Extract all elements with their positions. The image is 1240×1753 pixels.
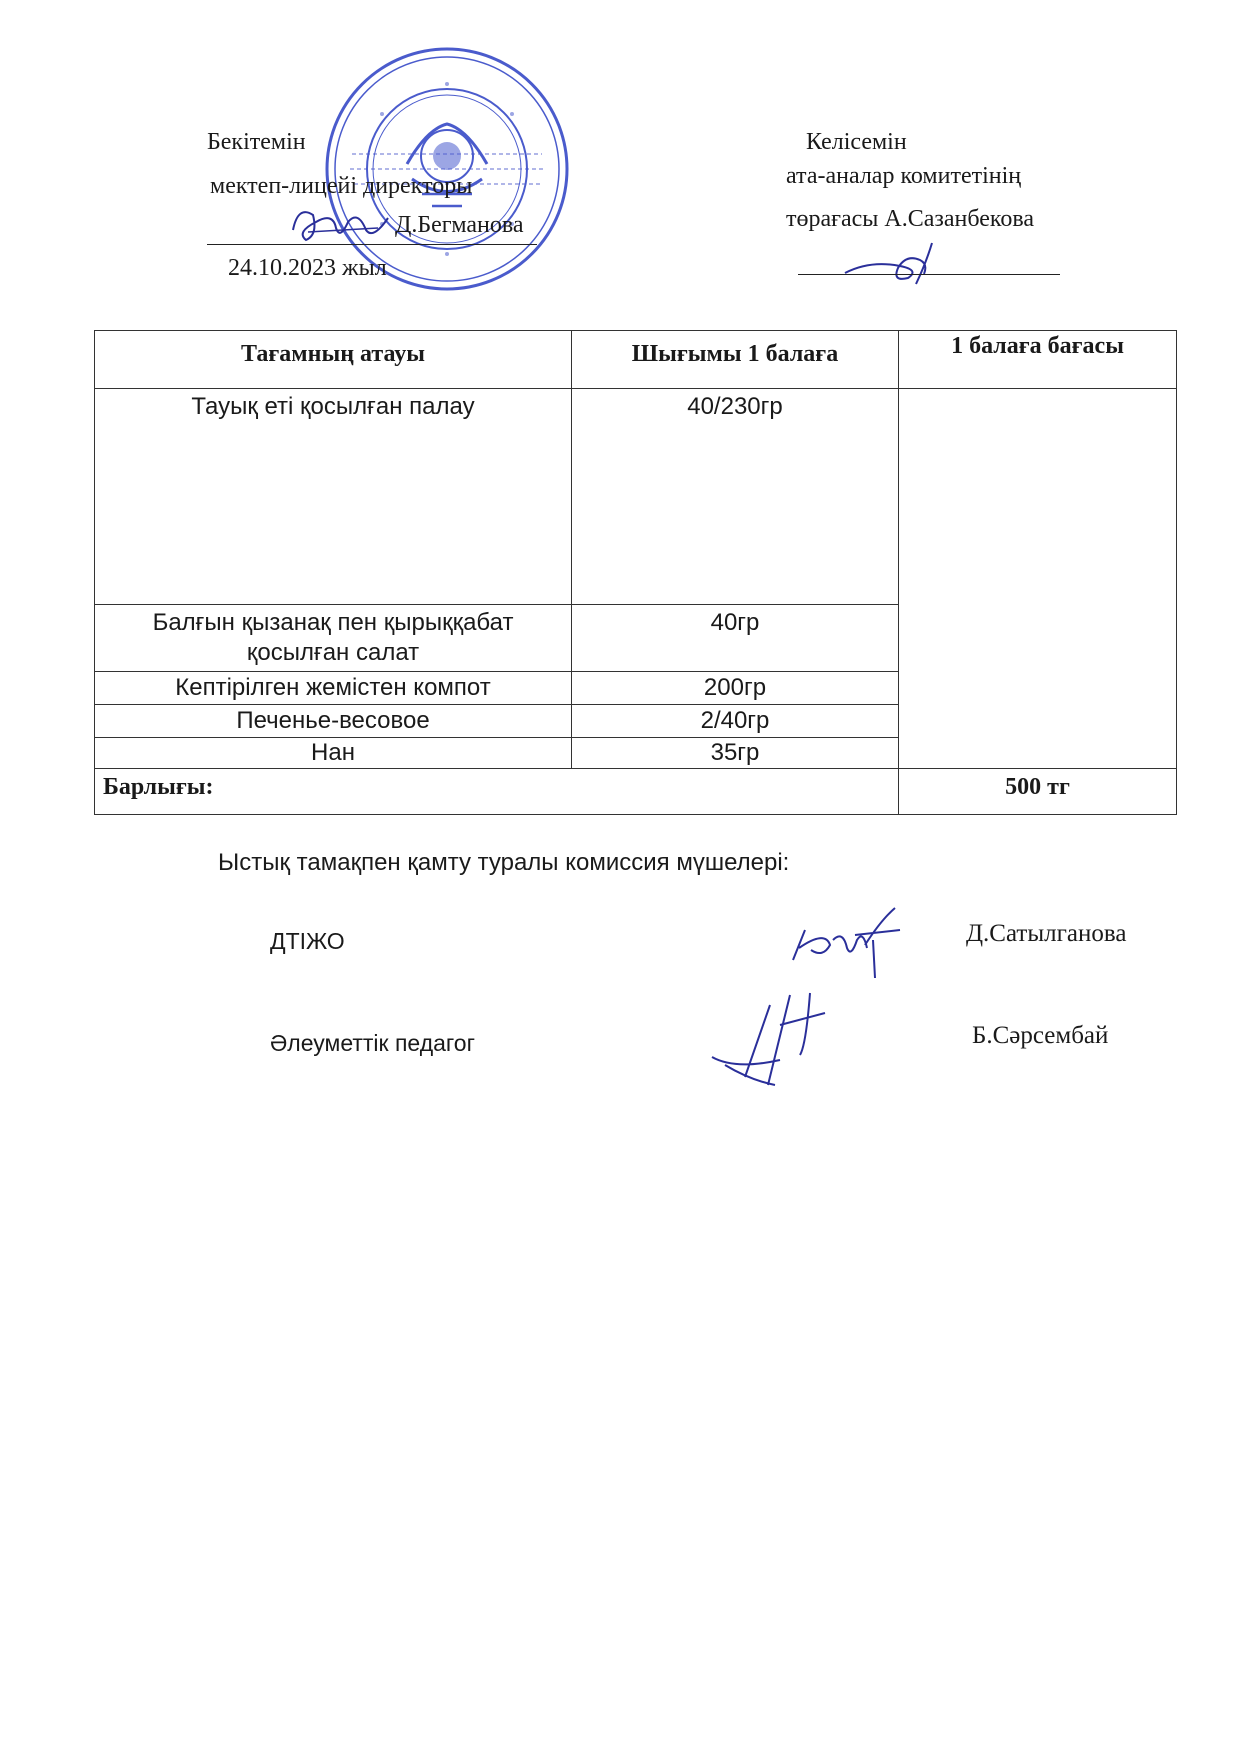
approve-signature-line: [207, 244, 537, 245]
dish-name: Балғын қызанақ пен қырыққабат қосылған салат: [95, 605, 572, 672]
member-signature: [785, 900, 905, 980]
approve-title: Бекітемін: [207, 129, 306, 155]
dish-portion: 2/40гр: [572, 705, 899, 738]
agree-signature-line: [798, 274, 1060, 275]
table-header-row: [95, 331, 1177, 389]
total-label: Барлығы:: [95, 769, 899, 815]
member-role: ДТІЖО: [270, 928, 345, 954]
table-row: [95, 389, 1177, 605]
agree-position: ата-аналар комитетінің: [786, 163, 1022, 189]
header-dish: Тағамның атауы: [95, 331, 572, 389]
approve-position: мектеп-лицейі директоры: [210, 173, 473, 199]
approve-name: Д.Бегманова: [395, 212, 524, 238]
director-signature: [288, 200, 398, 250]
menu-table: [94, 330, 1177, 815]
total-value: 500 тг: [899, 769, 1177, 815]
member-name: Д.Сатылганова: [966, 920, 1127, 947]
header-portion: Шығымы 1 балаға: [572, 331, 899, 389]
dish-name: Тауық еті қосылған палау: [95, 389, 572, 605]
table-total-row: [95, 769, 1177, 815]
price-cell: [899, 389, 1177, 769]
approve-date: 24.10.2023 жыл: [228, 255, 387, 281]
dish-name: Кептірілген жемістен компот: [95, 672, 572, 705]
dish-portion: 200гр: [572, 672, 899, 705]
member-name: Б.Сәрсембай: [972, 1022, 1109, 1049]
dish-portion: 40/230гр: [572, 389, 899, 605]
dish-portion: 40гр: [572, 605, 899, 672]
dish-name: Печенье-весовое: [95, 705, 572, 738]
header-price: 1 балаға бағасы: [899, 331, 1177, 389]
dish-name: Нан: [95, 738, 572, 769]
member-signature: [710, 985, 840, 1095]
dish-portion: 35гр: [572, 738, 899, 769]
agree-title: Келісемін: [806, 129, 907, 155]
agree-name: төрағасы А.Сазанбекова: [786, 206, 1035, 232]
committee-signature: [840, 238, 970, 288]
commission-title: Ыстық тамақпен қамту туралы комиссия мүшелері:: [218, 849, 790, 876]
member-role: Әлеуметтік педагог: [270, 1030, 475, 1056]
